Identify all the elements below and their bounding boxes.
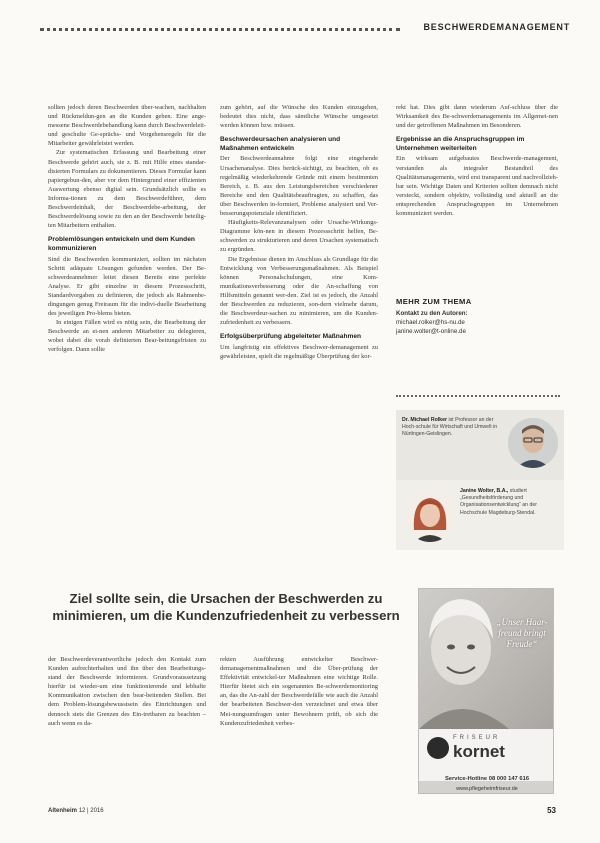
ad-photo: [419, 589, 554, 729]
text-column-2: [220, 103, 378, 361]
section-title: BESCHWERDEMANAGEMENT: [423, 22, 570, 32]
author-card-rolker: [396, 410, 564, 480]
subheading: Beschwerdeursachen analysieren und Maßnahmen entwickeln: [220, 136, 341, 152]
pull-quote: Ziel sollte sein, die Ursachen der Beschwerden zu minimieren, um die Kundenzufriedenheit zu verbessern: [52, 591, 400, 623]
infobox-title: MEHR ZUM THEMA: [396, 297, 472, 306]
paragraph: Um langfristig ein effektives Beschwer-demanagement zu gewährleisten, spielt die regelmäßige Überprüfung der kor-: [220, 343, 378, 360]
paragraph: rekt hat. Dies gibt dann wiederum Auf-schluss über die Wirksamkeit des Be-schwerdemanagements im Allgemei-nen und der getroffenen Maßnahmen im Besonderen.: [396, 104, 558, 130]
paragraph: sollten jedoch deren Beschwerden über-wachen, nachhalten und Rückmeldun-gen an die Kunden geben. Eine ange-messene Beschwerdebehandlung kann durch Beschwerdeleit- und geschulte Ge-sprächs- und Vorgehensregeln für die Mitarbeiter gewährleistet werden.: [48, 104, 206, 148]
paragraph: Der Beschwerdeannahme folgt eine eingehende Ursachenanalyse. Dies berück-sichtigt, zu beachten, ob es regelmäßig wiederkehrende Gründe mit einem bestimmten Bereich, z. B. aus den Leistungsbereichen verschiedener Bereiche und den Qualitätsbeauftragten, zu schaffen, das über Beschwerden in-formiert, Probleme analysiert und Ver-besserungspotenziale identifiziert.: [220, 155, 378, 218]
page-header: [40, 22, 570, 38]
subheading: Ergebnisse an die Anspruchsgruppen im Unternehmen weiterleiten: [396, 136, 525, 152]
text-column-1: [48, 103, 206, 355]
paragraph: Sind die Beschwerden kommuniziert, sollten im nächsten Schritt adäquate Lösungen gefunden werden. Der Be-schwerdeannehmer leitet diesen Bereits eine perfekte Analyse. Er gibt einzelne in diesem Prozessschritt, Standardvorgaben zu definieren, die jedoch als Rahmenbe-dingungen genug Freiraum für die indivi-duelle Bearbeitung des jeweiligen Pro-blems bieten.: [48, 255, 206, 318]
author-bio: [460, 488, 558, 517]
author-description: ist Professor an der Hoch-schule für Wirtschaft und Umwelt in Nürtingen-Geislingen.: [402, 417, 498, 438]
magazine-name: Altenheim: [48, 808, 78, 814]
paragraph: In einigen Fällen wird es nötig sein, die Bearbeitung der Beschwerde an ei-nen anderen Mitarbeiter zu delegieren, wobei dabei die vorab definierten Bear-beitungsfristen zu verfolgen. Dann sollte: [48, 319, 206, 354]
paragraph: der Beschwerdeverantwortliche jedoch den Kontakt zum Kunden aufrechterhalten und ihn über den Bearbeitungs-stand der Beschwerde informieren. Grundvoraussetzung hierfür ist wieder-um eine funktionierende und lebhafte Kommunikation zwischen den bear-beitenden Stellen. Bei dem Problem-lösungsbewusstsein des Einrichtungen und dennoch stets die Grenzen des Ein-tretbaren zu beachten – auch wenn es da-: [48, 656, 206, 727]
author-description: studiert „Gesundheitsförderung und Organisationsentwicklung“ an der Hochschule Magdeburg-Stendal.: [460, 488, 537, 516]
footer-magazine-info: [48, 808, 104, 814]
subheading: Erfolgsüberprüfung abgeleiteter Maßnahmen: [220, 333, 362, 341]
header-dotted-rule: [40, 28, 400, 31]
issue-number: 12 | 2016: [78, 808, 104, 814]
text-column-3: [396, 103, 558, 218]
ad-hotline: Service-Hotline 08 000 147 616: [444, 776, 530, 782]
paragraph: zum gehört, auf die Wünsche des Kunden einzugehen, bedeutet dies nicht, dass sämtliche Wünsche umgesetzt werden können bzw. müssen.: [220, 104, 378, 130]
ad-friseur-label: FRISEUR: [453, 735, 501, 741]
author-photo: [508, 418, 558, 468]
paragraph: Häufigkeits-Relevanzanalysen oder Ursache-Wirkungs-Diagramme kön-nen in diesem Prozessschritt helfen, Be-schwerden zu strukturieren und deren Ursachen systematisch zu ergründen.: [220, 219, 378, 254]
author-bio: [402, 417, 502, 439]
author-email-1: michael.rolker@hs-nu.de: [396, 318, 465, 326]
author-photo: [404, 490, 456, 542]
ad-brand-name: kornet: [453, 742, 505, 761]
text-column-4: [48, 655, 206, 728]
paragraph: Die Ergebnisse dienen im Anschluss als Grundlage für die Entwicklung von Verbesserungsmaßnahmen. Als Beispiel können Personalschulungen, eine Kom-munikationsverbesserung oder die An-schaffung von Hilfsmitteln genannt wer-den. Ziel ist es jedoch, die Anzahl der Beschwerden zu reduzieren, son-dern vielmehr darum, die Beschwerdeur-sachen zu minimieren, um die Kunden-zufriedenheit zu verbessern.: [220, 255, 378, 327]
ad-slogan: „Unser Haar-freund bringt Freude“: [496, 617, 548, 649]
author-name: Janine Wolter, B.A.,: [460, 488, 509, 494]
ad-logo: [419, 729, 554, 781]
advertisement[interactable]: [418, 588, 554, 794]
more-info-box: [396, 297, 560, 397]
kornet-logo-icon: [427, 737, 449, 759]
page-number: 53: [547, 806, 556, 815]
paragraph: rekten Ausführung entwickelter Beschwer-demanagementmaßnahmen und die Über-prüfung der Effektivität entwickel-ter Maßnahmen eine wichtige Rolle. Hierfür bietet sich ein sogenanntes Be-schwerdemonitoring an, das die An-zahl der Beschwerdefälle wie auch die Anzahl der bearbeiteten Beschwer-den verzeichnet und etwa über Mei-nungsumfragen unter Bewohnern prüft, ob sich die Kundenzufriedenheit verbes-: [220, 656, 378, 727]
ad-url[interactable]: www.pflegeheimfriseur.de: [456, 786, 518, 792]
paragraph: Zur systematischen Erfassung und Bearbeitung einer Beschwerde gehört auch, sie z. B. mit Hilfe eines standar-disierten Formulars zu dokumentieren. Dieses Formular kann papiergebun-den, aber vor dem Hintergrund einer effizienten Auswertung ebenso digital sein. Grundsätzlich sollte es Informa-tionen zu dem Beschwerdeführer, dem Beschwerdeinhalt, der Beschwerdebe-arbeitung, der Beschwerdelösung sowie zu den an der Beschwerde beteilig-ten Mitarbeitern enthalten.: [48, 149, 206, 230]
text-column-5: [220, 655, 378, 728]
author-card-wolter: [396, 480, 564, 550]
author-email-2: janine.wolter@t-online.de: [396, 327, 466, 335]
subheading: Problemlösungen entwickeln und dem Kunden kommunizieren: [48, 236, 195, 252]
paragraph: Ein wirksam aufgebautes Beschwerde-management, verstanden als integraler Bestandteil des Qualitätsmanagements, wird erst transparent und nachvollzieh-bar sein. Wichtige Daten und Kriterien sollten demnach nicht versteckt, sondern objektiv, vollständig und aktuell an die entsprechenden Anspruchsgruppen im Unternehmen kommuniziert werden.: [396, 155, 558, 218]
author-name: Dr. Michael Rolker: [402, 417, 447, 423]
contact-label: Kontakt zu den Autoren:: [396, 310, 468, 317]
